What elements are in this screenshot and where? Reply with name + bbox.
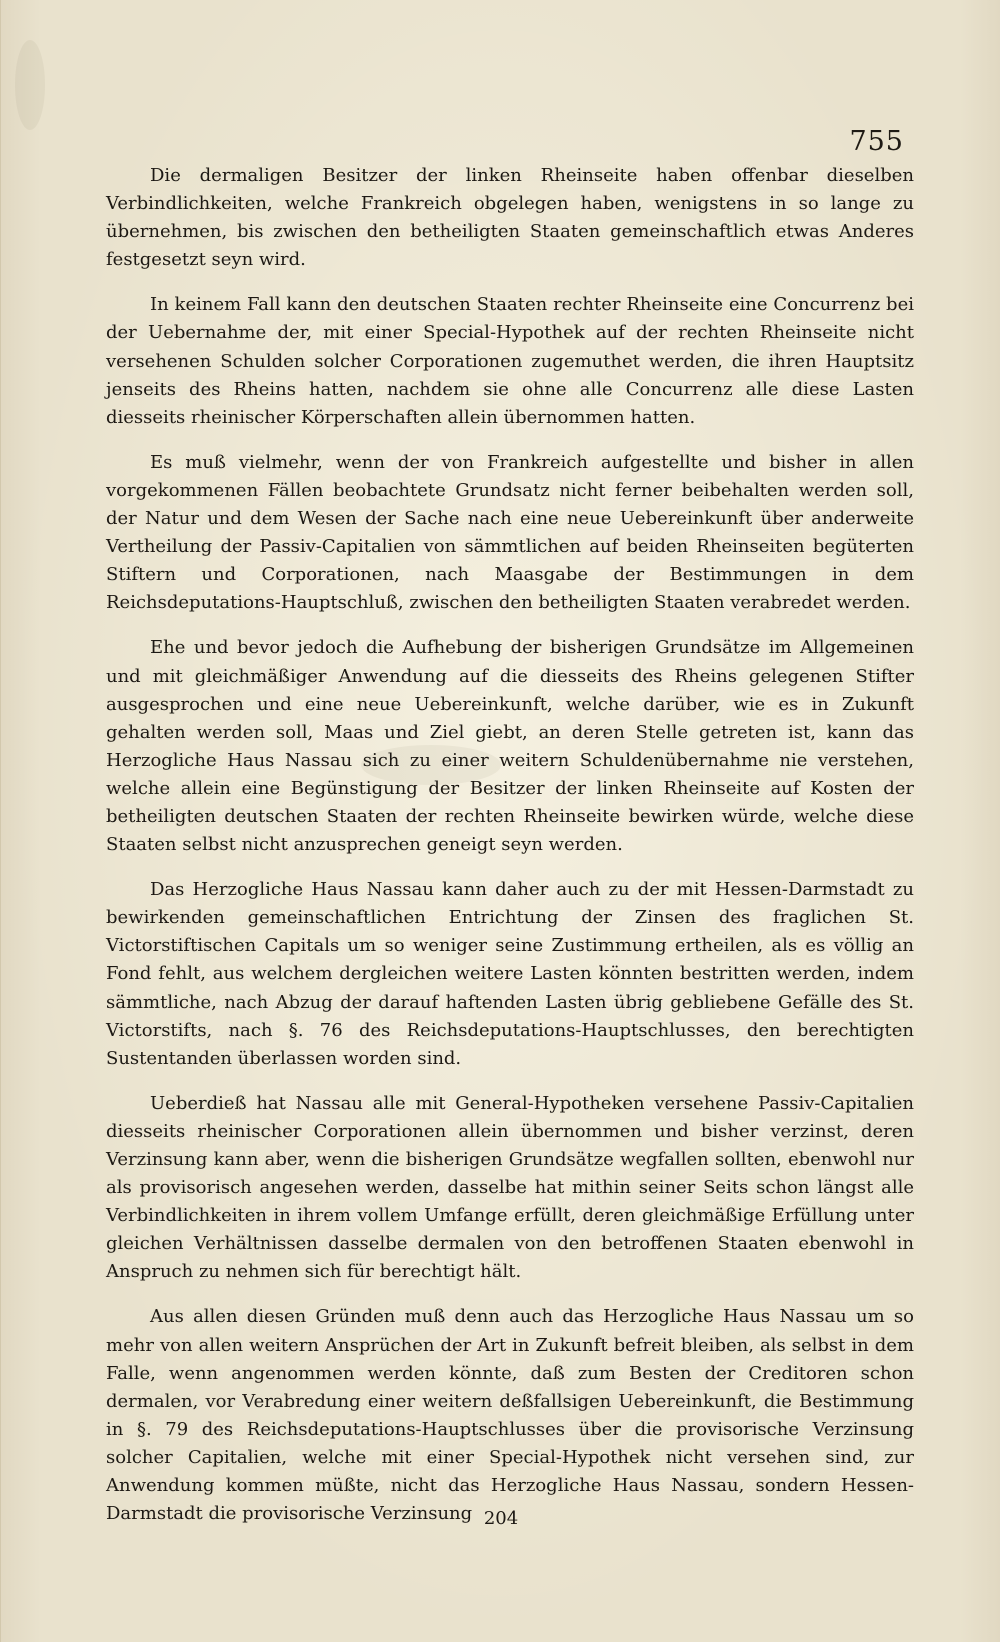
paragraph: Ueberdieß hat Nassau alle mit General-Hypotheken versehene Passiv-Capitalien diesseits rheinischer Corporationen allein übernommen und bisher verzinst, deren Verzinsung kann aber, wenn die bisherigen Grundsätze wegfallen sollten, ebenwohl nur als provisorisch angesehen werden, dasselbe hat mithin seiner Seits schon längst alle Verbindlichkeiten in ihrem vollem Umfange erfüllt, deren gleichmäßige Erfüllung unter gleichen Verhältnissen dasselbe dermalen von den betroffenen Staaten ebenwohl in Anspruch zu nehmen sich für berechtigt hält. [106,1092,914,1283]
paragraph: In keinem Fall kann den deutschen Staaten rechter Rheinseite eine Concurrenz bei der Uebernahme der, mit einer Special-Hypothek auf der rechten Rheinseite nicht versehenen Schulden solcher Corporationen zugemuthet werden, die ihren Hauptsitz jenseits des Rheins hatten, nachdem sie ohne alle Concurrenz alle diese Lasten diesseits rheinischer Körperschaften allein übernommen hatten. [106,294,914,428]
body-text [106,162,914,1545]
paragraph: Die dermaligen Besitzer der linken Rheinseite haben offenbar dieselben Verbindlichkeiten, welche Frankreich obgelegen haben, wenigstens in so lange zu übernehmen, bis zwischen den betheiligten Staaten gemeinschaftlich etwas Anderes festgesetzt seyn wird. [106,165,914,271]
printer-signature: 204 [483,1508,519,1529]
paragraph: Es muß vielmehr, wenn der von Frankreich aufgestellte und bisher in allen vorgekommenen Fällen beobachtete Grundsatz nicht ferner beibehalten werden soll, der Natur und dem Wesen der Sache nach eine neue Uebereinkunft über anderweite Vertheilung der Passiv-Capitalien von sämmtlichen auf beiden Rheinseiten begüterten Stiftern und Corporationen, nach Maasgabe der Bestimmungen in dem Reichsdeputations-Hauptschluß, zwischen den betheiligten Staaten verabredet werden. [106,451,914,614]
paper-stain [15,40,45,130]
paragraph: Aus allen diesen Gründen muß denn auch das Herzogliche Haus Nassau um so mehr von allen weitern Ansprüchen der Art in Zukunft befreit bleiben, als selbst in dem Falle, wenn angenommen werden könnte, daß zum Besten der Creditoren schon dermalen, vor Verabredung einer weitern deßfallsigen Uebereinkunft, die Bestimmung in §. 79 des Reichsdeputations-Hauptschlusses über die provisorische Verzinsung solcher Capitalien, welche mit einer Special-Hypothek nicht versehen sind, zur Anwendung kommen müßte, nicht das Herzogliche Haus Nassau, sondern Hessen-Darmstadt die provisorische Verzinsung [106,1306,914,1525]
paragraph: Das Herzogliche Haus Nassau kann daher auch zu der mit Hessen-Darmstadt zu bewirkenden gemeinschaftlichen Entrichtung der Zinsen des fraglichen St. Victorstiftischen Capitals um so weniger seine Zustimmung ertheilen, als es völlig an Fond fehlt, aus welchem dergleichen weitere Lasten könnten bestritten werden, indem sämmtliche, nach Abzug der darauf haftenden Lasten übrig gebliebene Gefälle des St. Victorstifts, nach §. 76 des Reichsdeputations-Hauptschlusses, den berechtigten Sustentanden überlassen worden sind. [106,879,914,1069]
paragraph: Ehe und bevor jedoch die Aufhebung der bisherigen Grundsätze im Allgemeinen und mit gleichmäßiger Anwendung auf die diesseits des Rheins gelegenen Stifter ausgesprochen und eine neue Uebereinkunft, welche darüber, wie es in Zukunft gehalten werden soll, Maas und Ziel giebt, an deren Stelle getreten ist, kann das Herzogliche Haus Nassau sich zu einer weitern Schuldenübernahme nie verstehen, welche allein eine Begünstigung der Besitzer der linken Rheinseite auf Kosten der betheiligten deutschen Staaten der rechten Rheinseite bewirken würde, welche diese Staaten selbst nicht anzusprechen geneigt seyn werden. [106,637,914,856]
page-number: 755 [849,126,904,157]
